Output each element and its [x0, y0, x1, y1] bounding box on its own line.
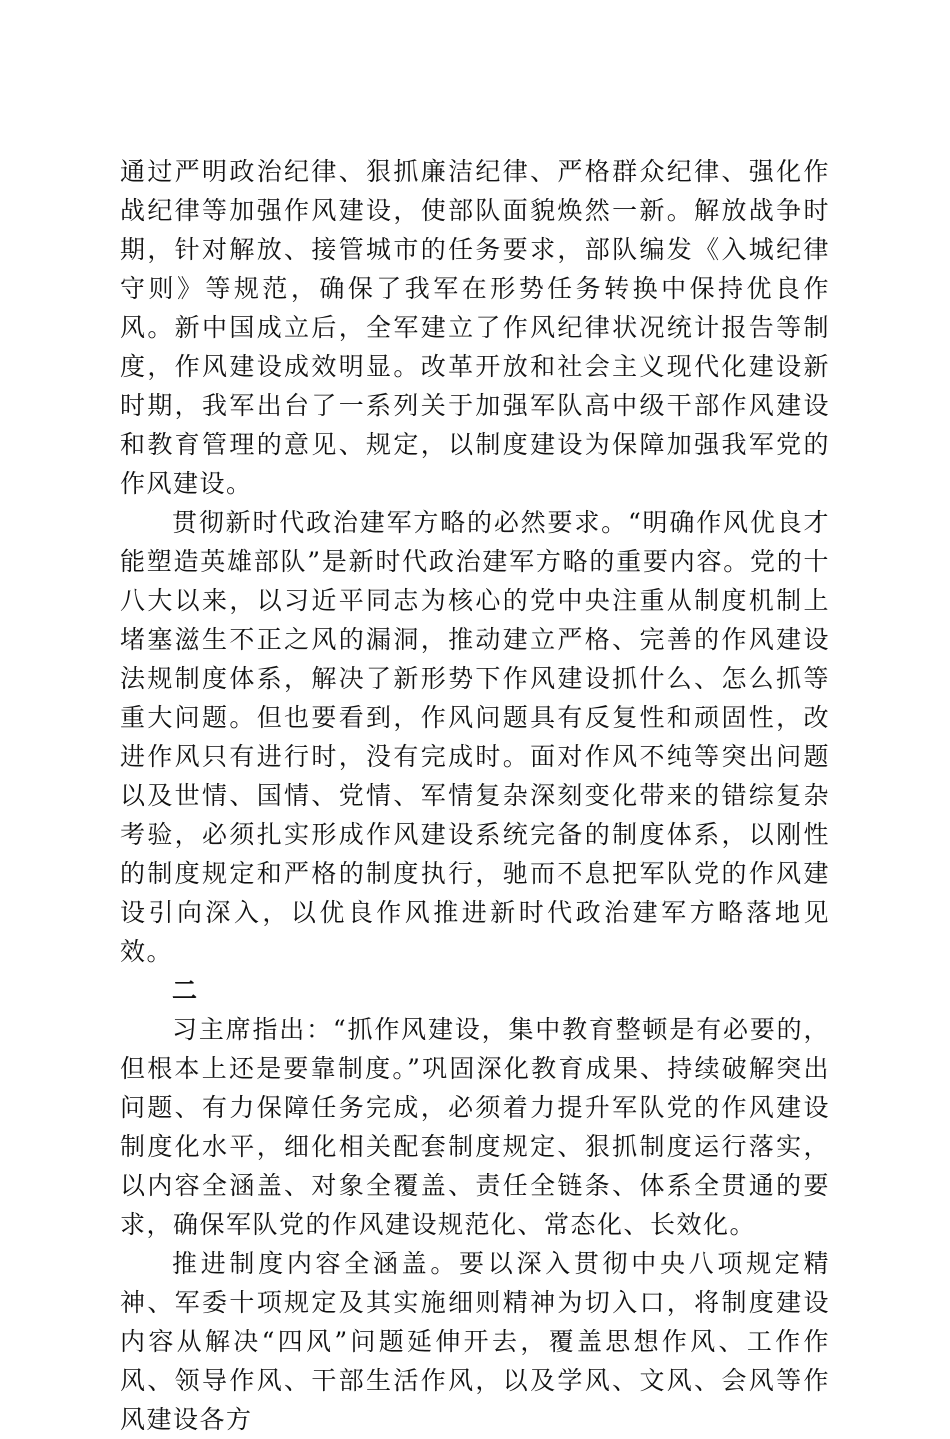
paragraph-3: 习主席指出：“抓作风建设，集中教育整顿是有必要的，但根本上还是要靠制度。”巩固深化教育成果、持续破解突出问题、有力保障任务完成，必须着力提升军队党的作风建设制度化水平，细化相关配套制度规定、狠抓制度运行落实，以内容全涵盖、对象全覆盖、责任全链条、体系全贯通的要求，确保军队党的作风建设规范化、常态化、长效化。: [120, 1015, 830, 1239]
paragraph-4: 推进制度内容全涵盖。要以深入贯彻中央八项规定精神、军委十项规定及其实施细则精神为切入口，将制度建设内容从解决“四风”问题延伸开去，覆盖思想作风、工作作风、领导作风、干部生活作风，以及学风、文风、会风等作风建设各方: [120, 1249, 830, 1434]
section-heading-2: 二: [172, 976, 199, 1005]
paragraph-2: 贯彻新时代政治建军方略的必然要求。“明确作风优良才能塑造英雄部队”是新时代政治建军方略的重要内容。党的十八大以来，以习近平同志为核心的党中央注重从制度机制上堵塞滋生不正之风的漏洞，推动建立严格、完善的作风建设法规制度体系，解决了新形势下作风建设抓什么、怎么抓等重大问题。但也要看到，作风问题具有反复性和顽固性，改进作风只有进行时，没有完成时。面对作风不纯等突出问题以及世情、国情、党情、军情复杂深刻变化带来的错综复杂考验，必须扎实形成作风建设系统完备的制度体系，以刚性的制度规定和严格的制度执行，驰而不息把军队党的作风建设引向深入，以优良作风推进新时代政治建军方略落地见效。: [120, 508, 830, 966]
paragraph-1: 通过严明政治纪律、狠抓廉洁纪律、严格群众纪律、强化作战纪律等加强作风建设，使部队面貌焕然一新。解放战争时期，针对解放、接管城市的任务要求，部队编发《入城纪律守则》等规范，确保了我军在形势任务转换中保持优良作风。新中国成立后，全军建立了作风纪律状况统计报告等制度，作风建设成效明显。改革开放和社会主义现代化建设新时期，我军出台了一系列关于加强军队高中级干部作风建设和教育管理的意见、规定，以制度建设为保障加强我军党的作风建设。: [120, 157, 830, 498]
document-body: [120, 152, 830, 1439]
